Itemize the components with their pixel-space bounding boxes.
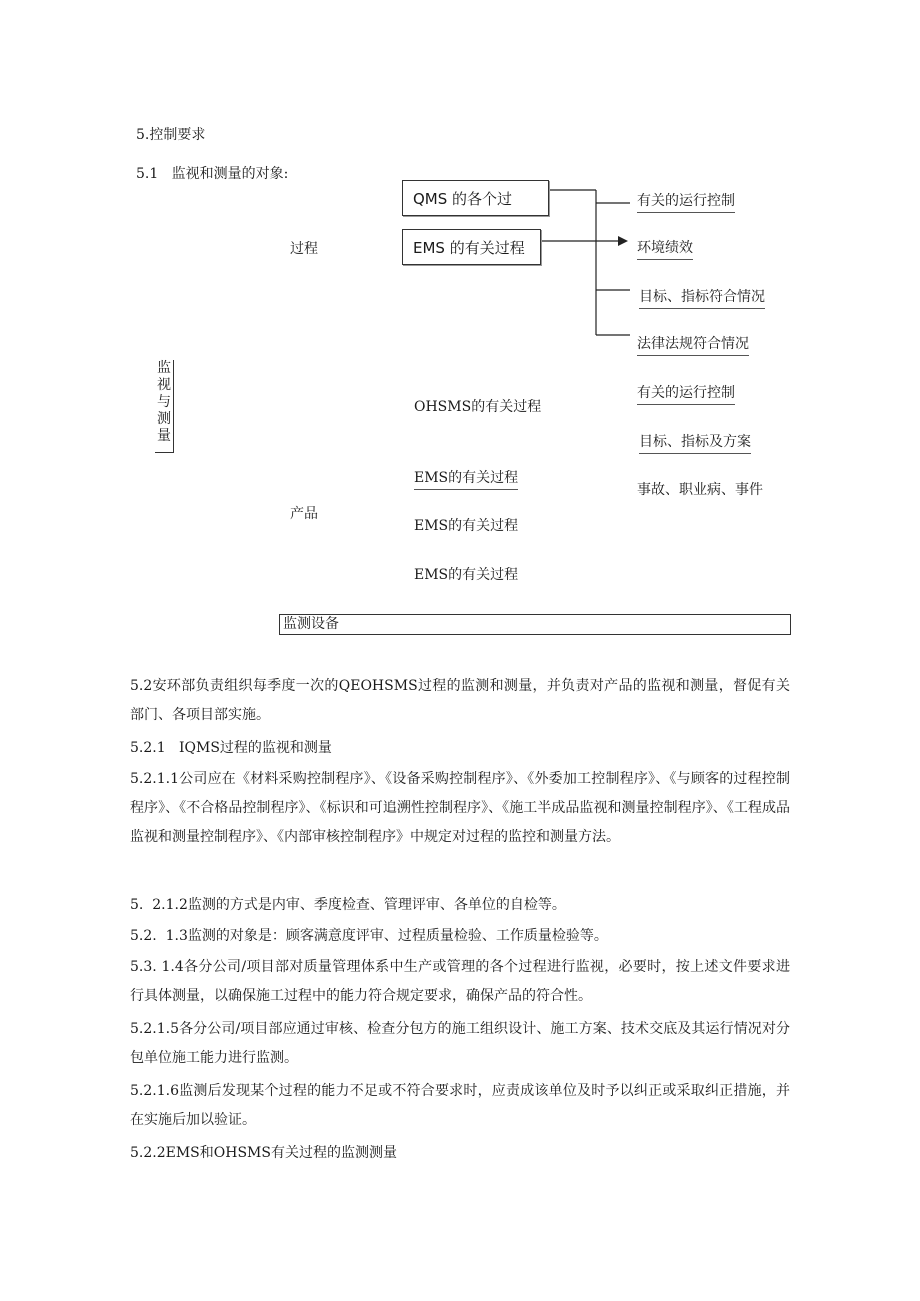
process-label: 过程 bbox=[290, 241, 318, 257]
product-label: 产品 bbox=[290, 506, 318, 522]
ohsms-item-targets: 目标、指标及方案 bbox=[639, 431, 751, 454]
subsection-5-1: 5.1 监视和测量的对象: bbox=[136, 166, 289, 182]
paragraph-5-2-1-1: 5.2.1.1公司应在《材料采购控制程序》、《设备采购控制程序》、《外委加工控制程序》、《与顾客的过程控制程序》、《不合格品控制程序》、《标识和可追溯性控制程序》、《施工半成品监视和测量控制程序》、《工程成品监视和测量控制程序》、《内部审核控制程序》中规定对过程的监控和测量方法。 bbox=[130, 771, 790, 845]
ohsms-item-accidents: 事故、职业病、事件 bbox=[637, 482, 763, 498]
paragraph-5-2-1-5: 5.2.1.5各分公司/项目部应通过审核、检查分包方的施工组织设计、施工方案、技术交底及其运行情况对分包单位施工能力进行监测。 bbox=[130, 1021, 790, 1066]
ohsms-item-operation: 有关的运行控制 bbox=[637, 382, 735, 405]
paragraph-5-2-1-4: 5.3. 1.4各分公司/项目部对质量管理体系中生产或管理的各个过程进行监视，必要时，按上述文件要求进行具体测量，以确保施工过程中的能力符合规定要求，确保产品的符合性。 bbox=[130, 959, 790, 1004]
product-item-2: EMS的有关过程 bbox=[414, 518, 519, 534]
qms-process-box: QMS 的各个过 bbox=[402, 180, 549, 216]
product-item-3: EMS的有关过程 bbox=[414, 567, 519, 583]
monitoring-equipment-box: 监测设备 bbox=[279, 614, 791, 635]
product-item-1: EMS的有关过程 bbox=[414, 467, 518, 490]
ohsms-label: OHSMS的有关过程 bbox=[414, 399, 542, 415]
right-item-targets: 目标、指标符合情况 bbox=[639, 286, 765, 309]
paragraph-5-2-1-3: 5.2. 1.3监测的对象是：顾客满意度评审、过程质量检验、工作质量检验等。 bbox=[130, 928, 608, 944]
paragraph-5-2-1-2: 5. 2.1.2监测的方式是内审、季度检查、管理评审、各单位的自检等。 bbox=[130, 897, 566, 913]
ems-process-box: EMS 的有关过程 bbox=[402, 229, 541, 265]
paragraph-5-2-1-6: 5.2.1.6监测后发现某个过程的能力不足或不符合要求时，应责成该单位及时予以纠正或采取纠正措施，并在实施后加以验证。 bbox=[130, 1083, 790, 1128]
monitoring-vertical-label: 监视与测量 bbox=[155, 360, 174, 453]
section-title: 5.控制要求 bbox=[136, 127, 206, 143]
paragraph-5-2: 5.2安环部负责组织每季度一次的QEOHSMS过程的监测和测量，并负责对产品的监视和测量，督促有关部门、各项目部实施。 bbox=[130, 678, 790, 723]
right-item-laws: 法律法规符合情况 bbox=[637, 333, 749, 356]
right-item-env-performance: 环境绩效 bbox=[637, 237, 693, 260]
paragraph-5-2-1: 5.2.1 IQMS过程的监视和测量 bbox=[130, 740, 332, 756]
arrow-head-icon bbox=[618, 236, 628, 246]
paragraph-5-2-2: 5.2.2EMS和OHSMS有关过程的监测测量 bbox=[130, 1145, 397, 1161]
right-item-operation: 有关的运行控制 bbox=[637, 190, 735, 213]
